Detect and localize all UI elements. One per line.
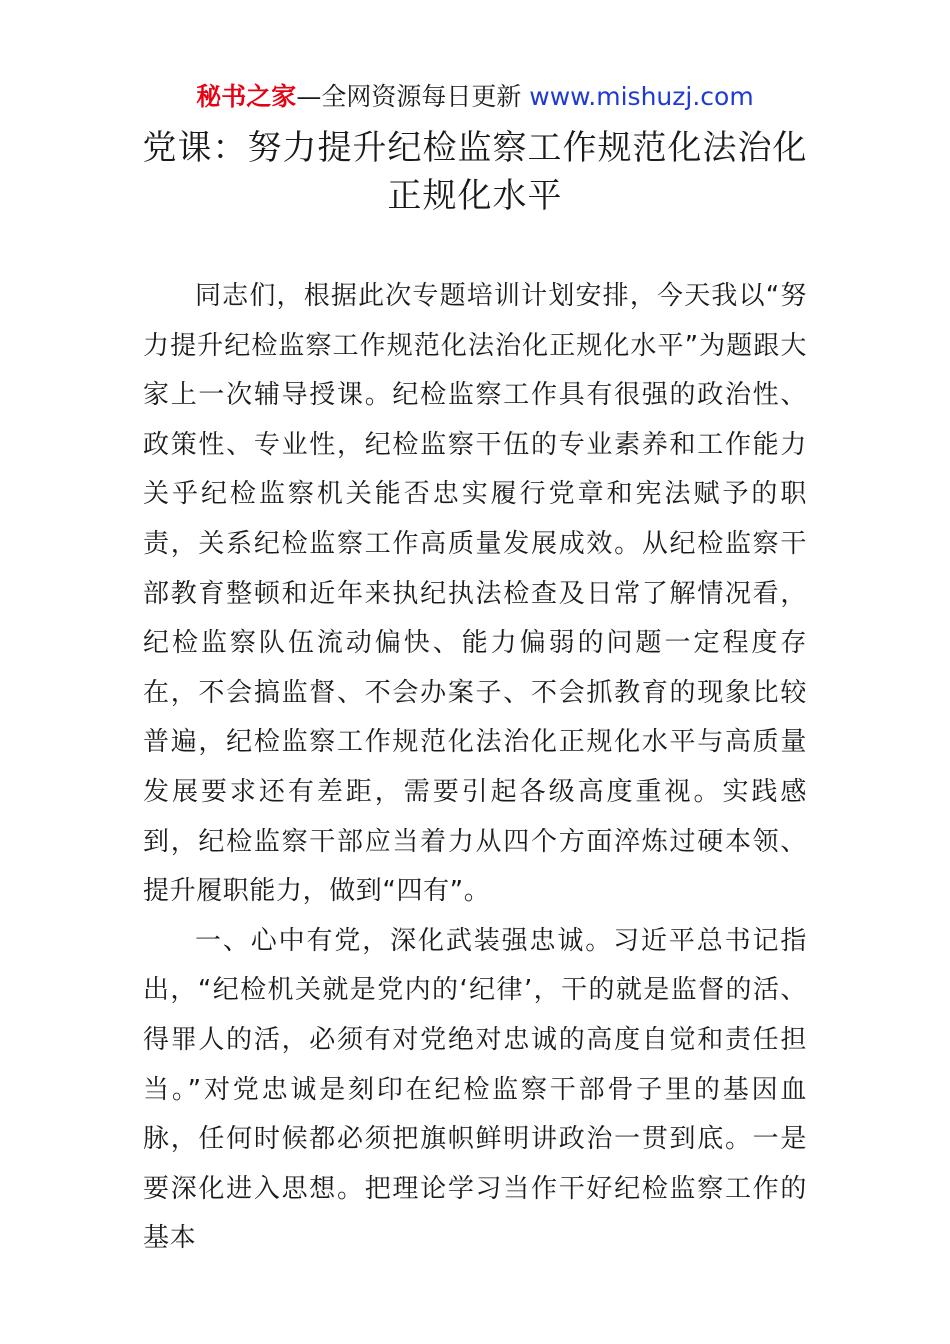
- paragraph-section-one: 一、心中有党，深化武装强忠诚。习近平总书记指出，“纪检机关就是党内的‘纪律’，干的就是监督的活、得罪人的活，必须有对党绝对忠诚的高度自觉和责任担当。”对党忠诚是刻印在纪检监察干部骨子里的基因血脉，任何时候都必须把旗帜鲜明讲政治一贯到底。一是要深化进入思想。把理论学习当作干好纪检监察工作的基本: [143, 925, 807, 1254]
- document-title: 党课：努力提升纪检监察工作规范化法治化正规化水平: [142, 128, 808, 216]
- paragraph-intro: 同志们，根据此次专题培训计划安排，今天我以“努力提升纪检监察工作规范化法治化正规化水平”为题跟大家上一次辅导授课。纪检监察工作具有很强的政治性、政策性、专业性，纪检监察干伍的专业素养和工作能力关乎纪检监察机关能否忠实履行党章和宪法赋予的职责，关系纪检监察工作高质量发展成效。从纪检监察干部教育整顿和近年来执纪执法检查及日常了解情况看，纪检监察队伍流动偏快、能力偏弱的问题一定程度存在，不会搞监督、不会办案子、不会抓教育的现象比较普遍，纪检监察工作规范化法治化正规化水平与高质量发展要求还有差距，需要引起各级高度重视。实践感到，纪检监察干部应当着力从四个方面淬炼过硬本领、提升履职能力，做到“四有”。: [143, 281, 807, 907]
- header-tagline: —全网资源每日更新: [296, 82, 530, 111]
- site-header: [0, 80, 950, 114]
- brand-name: 秘书之家: [196, 82, 297, 111]
- document-body: [143, 272, 807, 1264]
- site-url-link[interactable]: www.mishuzj.com: [529, 82, 754, 111]
